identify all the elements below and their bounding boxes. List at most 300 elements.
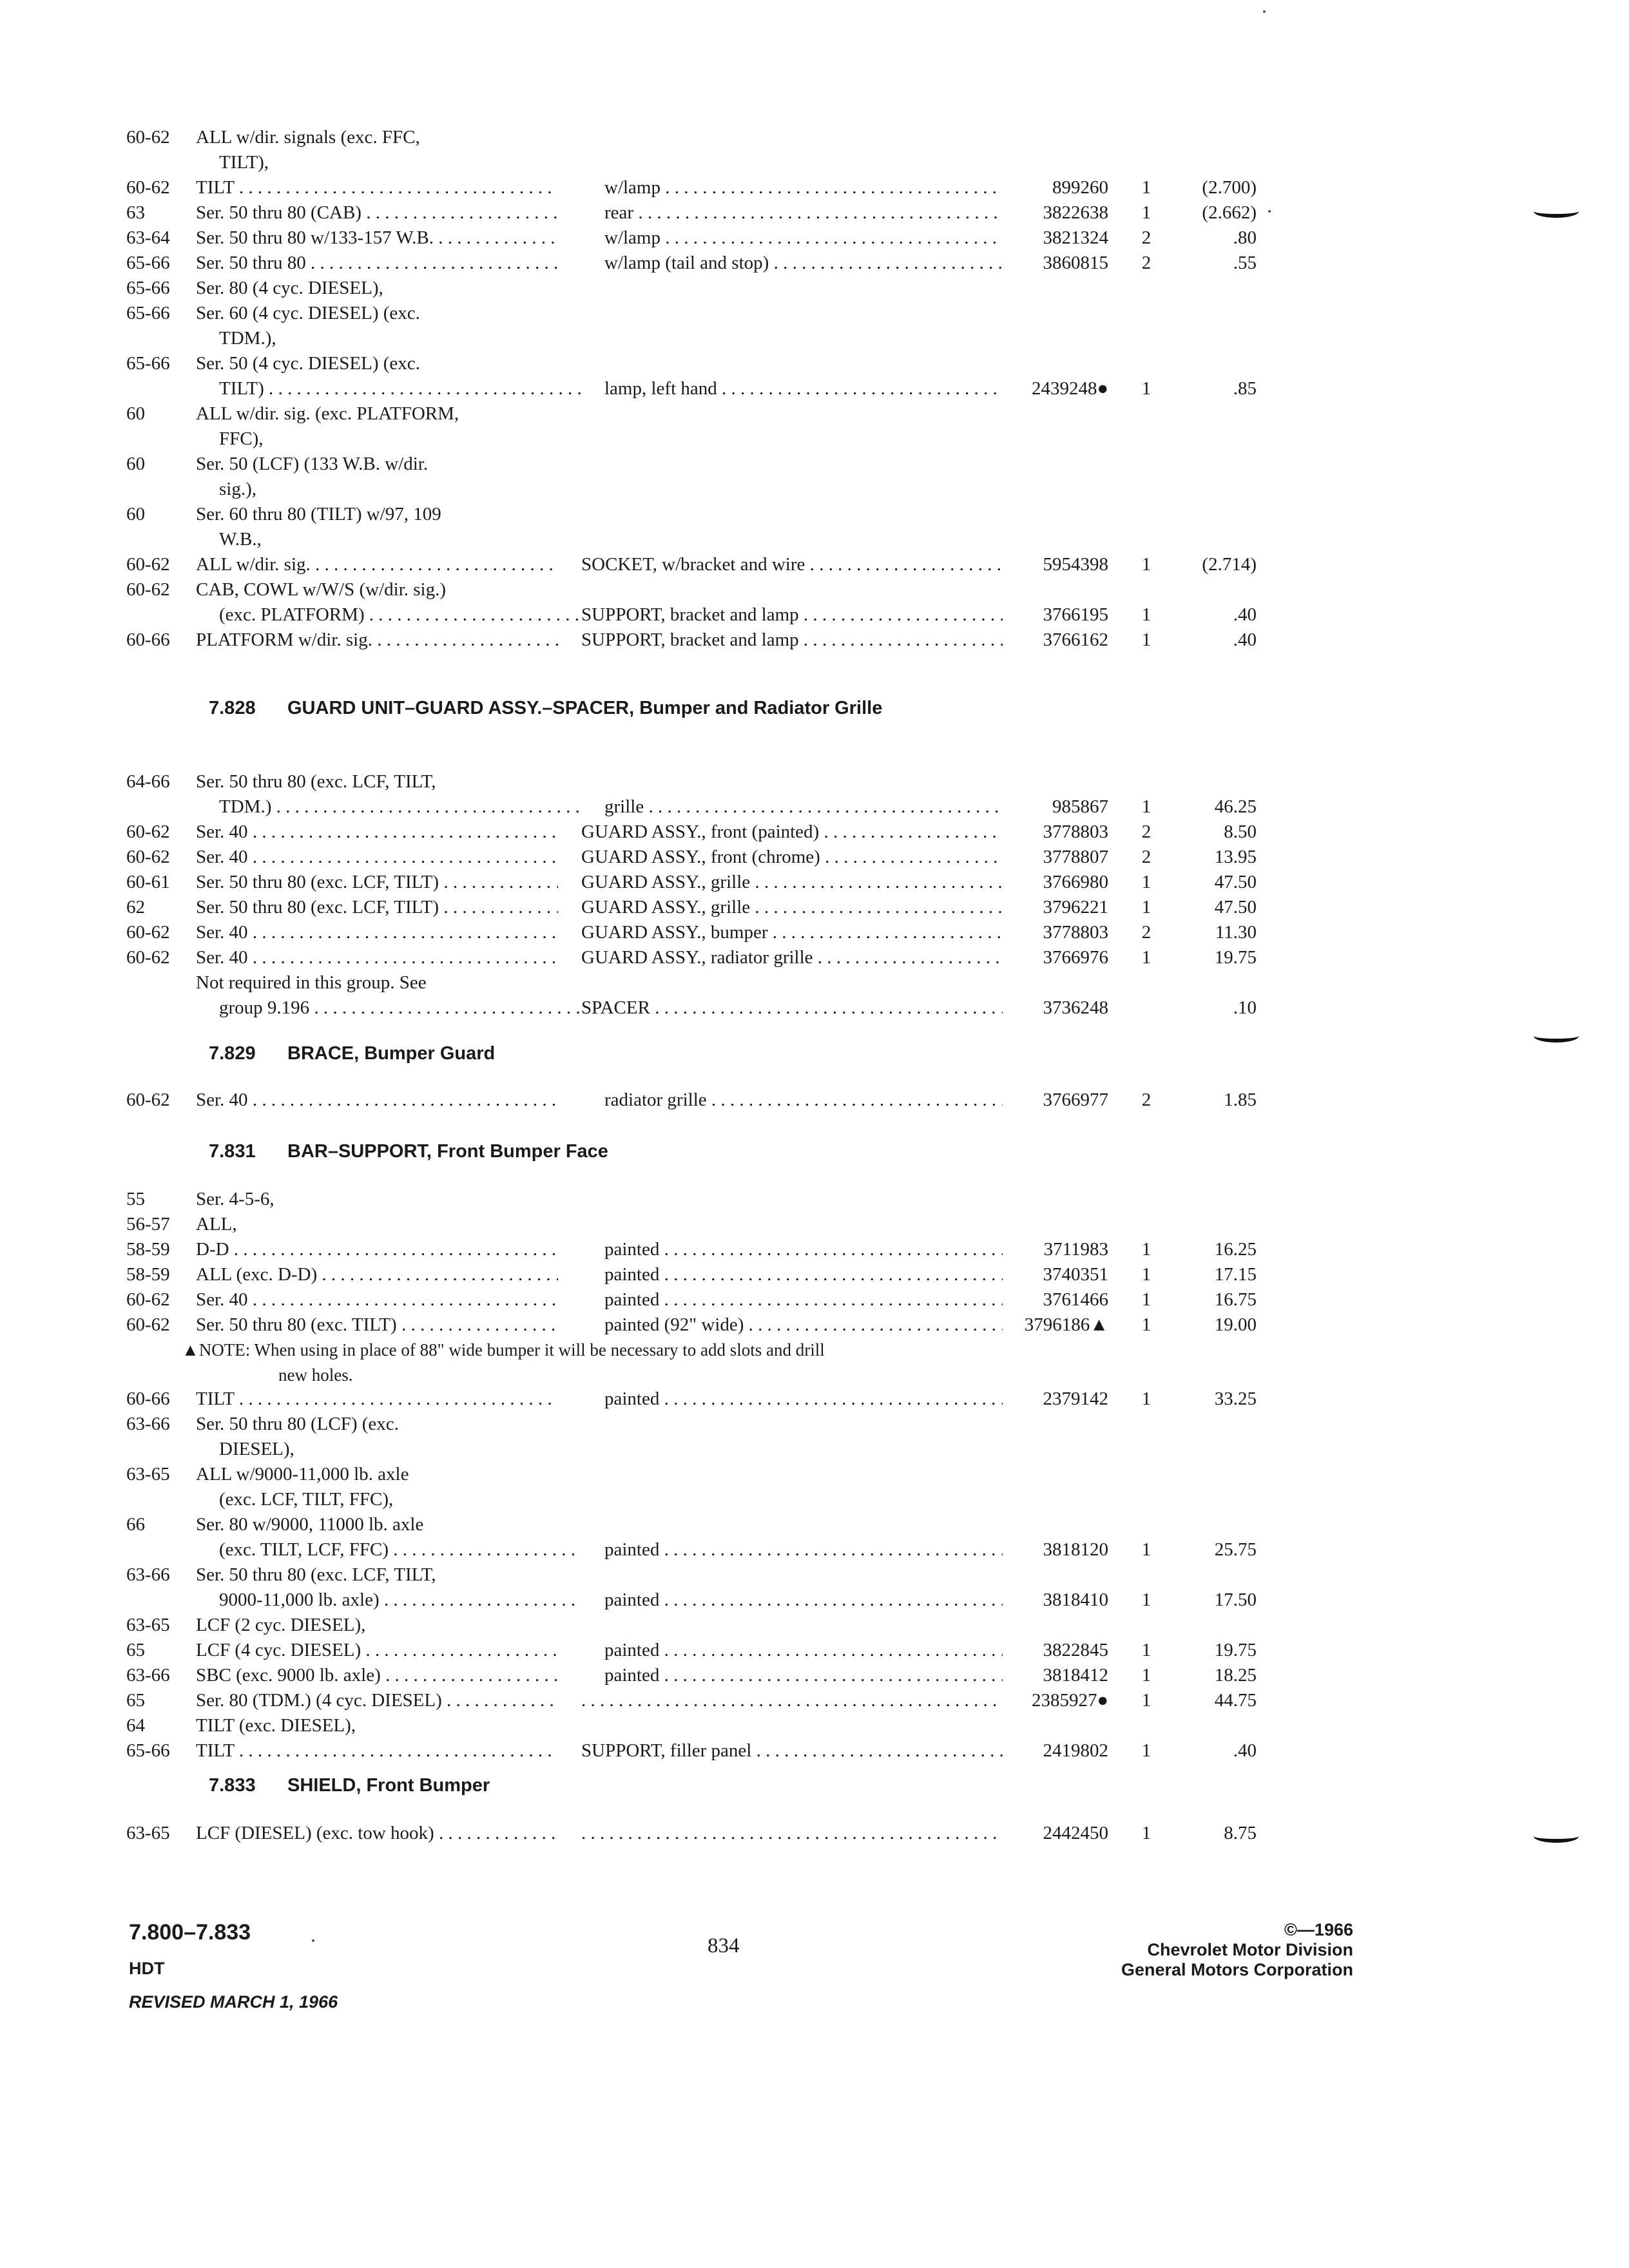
section-title: GUARD UNIT–GUARD ASSY.–SPACER, Bumper and Radiator Grille [287,698,883,718]
model-description: Ser. 40 . . . [196,1088,558,1113]
model-year: 63-64 [126,227,170,248]
table-row [0,226,1629,251]
model-description: TILT), [219,152,269,173]
model-year: 60-62 [126,947,170,968]
model-description: Ser. 50 thru 80 (exc. TILT) . . . [196,1312,558,1338]
part-number: 2379142 [1043,1389,1108,1409]
table-row [0,895,1629,920]
table-row [0,527,1629,552]
table-row [0,1187,1629,1212]
part-number: 3766977 [1043,1090,1108,1110]
price: (2.714) [1202,554,1257,575]
model-description: ALL, [196,1214,237,1235]
table-row [0,1638,1629,1663]
price: .80 [1233,227,1257,248]
model-year: 60-62 [126,579,170,600]
quantity: 1 [1141,796,1152,817]
price: .40 [1233,604,1257,625]
part-description: GUARD ASSY., radiator grille . . . [581,945,1003,970]
model-description: Ser. 50 thru 80 (exc. LCF, TILT, [196,1564,436,1585]
model-description: Ser. 80 w/9000, 11000 lb. axle [196,1514,424,1535]
model-year: 60-62 [126,1090,170,1110]
note-line: ▲NOTE: When using in place of 88" wide bumper it will be necessary to add slots and drill [182,1340,825,1360]
model-description: Ser. 50 (4 cyc. DIESEL) (exc. [196,353,420,374]
part-number: 2385927● [1031,1690,1108,1711]
model-description: ALL w/dir. sig. . . . [196,552,558,577]
quantity: 2 [1141,922,1152,943]
part-number: 3796221 [1043,897,1108,918]
model-description: CAB, COWL w/W/S (w/dir. sig.) [196,579,447,600]
part-description: SPACER . . . [581,995,1003,1021]
model-description: (exc. TILT, LCF, FFC) . . . [219,1537,581,1562]
model-year: 60-62 [126,822,170,842]
table-row [0,1487,1629,1512]
part-number: 985867 [1052,796,1108,817]
part-number: 3818410 [1043,1590,1108,1610]
parts-table-signals [0,125,1629,653]
table-row [0,1287,1629,1312]
table-row [0,477,1629,502]
table-row [0,251,1629,276]
part-description: painted . . . [604,1663,1003,1688]
binder-hole-mark [1534,1030,1579,1043]
division-name: Chevrolet Motor Division [1147,1940,1353,1959]
table-row [0,945,1629,970]
model-year: 66 [126,1514,145,1535]
model-description: Ser. 50 (LCF) (133 W.B. w/dir. [196,454,429,474]
page-number: 834 [708,1934,740,1957]
table-row [0,920,1629,945]
price: 47.50 [1214,897,1257,918]
quantity: 1 [1141,1239,1152,1260]
quantity: 1 [1141,1264,1152,1285]
model-year: 58-59 [126,1264,170,1285]
table-row [0,376,1629,401]
part-number: 3860815 [1043,253,1108,273]
quantity: 1 [1141,947,1152,968]
part-description [581,1688,1003,1713]
model-description: Ser. 40 . . . [196,920,558,945]
section-title: BAR–SUPPORT, Front Bumper Face [287,1141,608,1162]
price: 17.50 [1214,1590,1257,1610]
quantity: 2 [1141,822,1152,842]
model-year: 60-62 [126,127,170,148]
part-number: 2439248● [1031,378,1108,399]
copyright-block [1121,1920,1353,1980]
model-year: 63-66 [126,1564,170,1585]
model-year: 65-66 [126,353,170,374]
model-description: (exc. LCF, TILT, FFC), [219,1489,394,1510]
part-number: 3766162 [1043,629,1108,650]
model-description: Ser. 60 (4 cyc. DIESEL) (exc. [196,303,420,323]
model-year: 55 [126,1189,145,1209]
price: 17.15 [1214,1264,1257,1285]
model-year: 60 [126,403,145,424]
part-number: 3766976 [1043,947,1108,968]
model-year: 60-62 [126,1314,170,1335]
part-number: 2442450 [1043,1823,1108,1843]
model-year: 64 [126,1715,145,1736]
model-description: Ser. 50 thru 80 (exc. LCF, TILT) . . . [196,870,558,895]
model-year: 65 [126,1640,145,1660]
table-row [0,552,1629,577]
quantity: 1 [1141,897,1152,918]
model-year: 60-62 [126,1289,170,1310]
part-number: 3821324 [1043,227,1108,248]
table-row [0,995,1629,1021]
table-row [0,1237,1629,1262]
scan-speck [312,1939,314,1942]
section-number: 7.829 [209,1043,256,1064]
model-description: group 9.196 . . . [219,995,581,1021]
copyright: ©—1966 [1284,1920,1353,1939]
price: 33.25 [1214,1389,1257,1409]
corporation-name: General Motors Corporation [1121,1960,1353,1979]
price: 19.00 [1214,1314,1257,1335]
part-number: 2419802 [1043,1740,1108,1761]
part-description: GUARD ASSY., grille . . . [581,895,1003,920]
model-description: TILT (exc. DIESEL), [196,1715,356,1736]
quantity: 1 [1141,554,1152,575]
model-description: Not required in this group. See [196,972,427,993]
table-row [0,1562,1629,1588]
price: (2.700) [1202,177,1257,198]
price: 16.75 [1214,1289,1257,1310]
quantity: 2 [1141,1090,1152,1110]
table-row [0,1262,1629,1287]
part-description: painted . . . [604,1287,1003,1312]
table-row [0,175,1629,200]
model-description: D-D . . . [196,1237,558,1262]
model-description: Ser. 80 (TDM.) (4 cyc. DIESEL) . . . [196,1688,558,1713]
price: 16.25 [1214,1239,1257,1260]
section-7-831 [0,1138,1629,1165]
price: 1.85 [1224,1090,1257,1110]
parts-table-7-828 [0,769,1629,1021]
table-row [0,200,1629,226]
price: 25.75 [1214,1539,1257,1560]
model-year: 64-66 [126,771,170,792]
model-year: 63-66 [126,1414,170,1434]
model-year: 63-65 [126,1464,170,1485]
model-year: 60-62 [126,847,170,867]
model-description: Ser. 40 . . . [196,1287,558,1312]
part-number: 3761466 [1043,1289,1108,1310]
scan-speck [1268,210,1271,213]
table-row [0,1312,1629,1338]
binder-hole-mark [1534,205,1579,218]
quantity: 1 [1141,1590,1152,1610]
model-description: TDM.), [219,328,276,349]
model-description: Ser. 40 . . . [196,820,558,845]
model-description: 9000-11,000 lb. axle) . . . [219,1588,581,1613]
part-number: 3740351 [1043,1264,1108,1285]
table-row [0,150,1629,175]
table-row [0,1212,1629,1237]
table-row [0,602,1629,628]
part-description: painted . . . [604,1262,1003,1287]
quantity: 1 [1141,1740,1152,1761]
price: 13.95 [1214,847,1257,867]
quantity: 1 [1141,872,1152,892]
table-row [0,351,1629,376]
model-description: ALL w/9000-11,000 lb. axle [196,1464,409,1485]
part-description: painted . . . [604,1537,1003,1562]
table-row [0,1412,1629,1437]
table-row [0,1738,1629,1763]
model-description: TILT . . . [196,1387,558,1412]
price: .40 [1233,629,1257,650]
quantity: 1 [1141,1389,1152,1409]
model-year: 63-65 [126,1823,170,1843]
price: 8.50 [1224,822,1257,842]
parts-table-7-829 [0,1088,1629,1113]
model-description: Ser. 80 (4 cyc. DIESEL), [196,278,383,298]
part-number: 3822845 [1043,1640,1108,1660]
part-description: SOCKET, w/bracket and wire . . . [581,552,1003,577]
part-number: 3778803 [1043,822,1108,842]
model-description: LCF (4 cyc. DIESEL) . . . [196,1638,558,1663]
parts-table-7-831 [0,1187,1629,1338]
quantity: 1 [1141,177,1152,198]
part-description: painted . . . [604,1588,1003,1613]
model-year: 63-66 [126,1665,170,1686]
price: .85 [1233,378,1257,399]
table-row [0,1462,1629,1487]
model-description: Ser. 50 thru 80 . . . [196,251,558,276]
price: 8.75 [1224,1823,1257,1843]
model-description: ALL w/dir. sig. (exc. PLATFORM, [196,403,459,424]
model-year: 65-66 [126,303,170,323]
price: 19.75 [1214,1640,1257,1660]
table-row [0,1713,1629,1738]
section-7-828 [0,695,1629,722]
parts-table-7-831-cont [0,1387,1629,1763]
price: .40 [1233,1740,1257,1761]
part-number: 3778807 [1043,847,1108,867]
model-description: TILT) . . . [219,376,581,401]
table-row [0,427,1629,452]
part-description: painted . . . [604,1638,1003,1663]
model-year: 58-59 [126,1239,170,1260]
part-description: GUARD ASSY., bumper . . . [581,920,1003,945]
model-description: TILT . . . [196,175,558,200]
table-row [0,628,1629,653]
part-number: 899260 [1052,177,1108,198]
section-number: 7.833 [209,1775,256,1796]
table-row [0,1821,1629,1846]
part-description: painted . . . [604,1237,1003,1262]
part-description: w/lamp . . . [604,226,1003,251]
part-number: 3778803 [1043,922,1108,943]
part-description: lamp, left hand . . . [604,376,1003,401]
table-row [0,1512,1629,1537]
model-year: 60 [126,454,145,474]
part-number: 3822638 [1043,202,1108,223]
model-description: Ser. 50 thru 80 w/133-157 W.B. . . . [196,226,558,251]
table-row [0,1088,1629,1113]
model-description: Ser. 50 thru 80 (exc. LCF, TILT, [196,771,436,792]
model-year: 65 [126,1690,145,1711]
part-description: SUPPORT, bracket and lamp . . . [581,602,1003,628]
price: 19.75 [1214,947,1257,968]
vehicle-code: HDT [129,1959,165,1978]
part-description: grille . . . [604,794,1003,820]
table-row [0,326,1629,351]
price: 44.75 [1214,1690,1257,1711]
part-description: rear . . . [604,200,1003,226]
price: 47.50 [1214,872,1257,892]
part-description: GUARD ASSY., grille . . . [581,870,1003,895]
table-row [0,870,1629,895]
model-year: 56-57 [126,1214,170,1235]
part-number: 5954398 [1043,554,1108,575]
model-description: Ser. 50 thru 80 (CAB) . . . [196,200,558,226]
model-description: (exc. PLATFORM) . . . [219,602,581,628]
quantity: 1 [1141,1314,1152,1335]
part-number: 3711983 [1043,1239,1108,1260]
model-description: Ser. 40 . . . [196,945,558,970]
table-row [0,1537,1629,1562]
binder-hole-mark [1534,1830,1579,1843]
table-row [0,452,1629,477]
quantity: 1 [1141,1665,1152,1686]
section-heading [0,1040,1629,1067]
part-description: radiator grille . . . [604,1088,1003,1113]
section-range: 7.800–7.833 [129,1920,251,1945]
scan-speck [1263,10,1266,13]
table-row [0,769,1629,794]
model-year: 63 [126,202,145,223]
part-description: SUPPORT, bracket and lamp . . . [581,628,1003,653]
model-description: TDM.) . . . [219,794,581,820]
price: (2.662) [1202,202,1257,223]
quantity: 1 [1141,202,1152,223]
table-row [0,794,1629,820]
model-description: PLATFORM w/dir. sig. . . . [196,628,558,653]
model-year: 65-66 [126,253,170,273]
model-description: ALL (exc. D-D) . . . [196,1262,558,1287]
price: 46.25 [1214,796,1257,817]
model-year: 60-62 [126,554,170,575]
model-description: ALL w/dir. signals (exc. FFC, [196,127,420,148]
part-description: w/lamp (tail and stop) . . . [604,251,1003,276]
part-number: 3766195 [1043,604,1108,625]
section-heading [0,1772,1629,1799]
section-title: BRACE, Bumper Guard [287,1043,496,1064]
model-description: Ser. 40 . . . [196,845,558,870]
table-row [0,1387,1629,1412]
model-year: 60-61 [126,872,170,892]
part-description: SUPPORT, filler panel . . . [581,1738,1003,1763]
part-number: 3818412 [1043,1665,1108,1686]
model-year: 63-65 [126,1615,170,1635]
model-description: TILT . . . [196,1738,558,1763]
part-description: painted (92" wide) . . . [604,1312,1003,1338]
model-description: SBC (exc. 9000 lb. axle) . . . [196,1663,558,1688]
note-block [0,1338,1629,1388]
table-row [0,1613,1629,1638]
quantity: 1 [1141,1289,1152,1310]
section-7-829 [0,1040,1629,1067]
model-description: Ser. 4-5-6, [196,1189,275,1209]
part-description: w/lamp . . . [604,175,1003,200]
model-description: FFC), [219,428,264,449]
parts-table-7-833 [0,1821,1629,1846]
table-row [0,1588,1629,1613]
quantity: 2 [1141,253,1152,273]
part-number: 3766980 [1043,872,1108,892]
part-description: painted . . . [604,1387,1003,1412]
model-description: sig.), [219,479,256,499]
quantity: 1 [1141,629,1152,650]
section-number: 7.828 [209,698,256,718]
section-heading [0,1138,1629,1165]
table-row [0,845,1629,870]
section-heading [0,695,1629,722]
table-row [0,1663,1629,1688]
section-title: SHIELD, Front Bumper [287,1775,490,1796]
quantity: 2 [1141,847,1152,867]
table-row [0,1437,1629,1462]
revision-date: REVISED MARCH 1, 1966 [129,1992,338,2012]
model-year: 60-66 [126,629,170,650]
table-row [0,970,1629,995]
model-year: 60-62 [126,922,170,943]
table-row [0,1688,1629,1713]
part-description: GUARD ASSY., front (painted) . . . [581,820,1003,845]
quantity: 2 [1141,227,1152,248]
price: 18.25 [1214,1665,1257,1686]
model-year: 60 [126,504,145,524]
model-description: W.B., [219,529,262,550]
table-row [0,577,1629,602]
price: 11.30 [1215,922,1257,943]
table-row [0,276,1629,301]
model-description: Ser. 50 thru 80 (LCF) (exc. [196,1414,399,1434]
part-number: 3736248 [1043,997,1108,1018]
model-description: LCF (DIESEL) (exc. tow hook) . . . [196,1821,558,1846]
table-row [0,820,1629,845]
quantity: 1 [1141,1640,1152,1660]
part-number: 3796186▲ [1024,1314,1108,1335]
quantity: 1 [1141,604,1152,625]
note-line: new holes. [278,1365,353,1385]
table-row [0,502,1629,527]
model-description: DIESEL), [219,1439,294,1459]
price: .10 [1233,997,1257,1018]
part-description [581,1821,1003,1846]
model-year: 60-62 [126,177,170,198]
model-year: 65-66 [126,1740,170,1761]
model-description: Ser. 50 thru 80 (exc. LCF, TILT) . . . [196,895,558,920]
section-number: 7.831 [209,1141,256,1162]
model-year: 60-66 [126,1389,170,1409]
quantity: 1 [1141,1690,1152,1711]
table-row [0,401,1629,427]
part-number: 3818120 [1043,1539,1108,1560]
quantity: 1 [1141,378,1152,399]
part-description: GUARD ASSY., front (chrome) . . . [581,845,1003,870]
table-row [0,125,1629,150]
quantity: 1 [1141,1823,1152,1843]
model-year: 62 [126,897,145,918]
table-row [0,301,1629,326]
model-description: LCF (2 cyc. DIESEL), [196,1615,366,1635]
quantity: 1 [1141,1539,1152,1560]
section-7-833 [0,1772,1629,1799]
model-year: 65-66 [126,278,170,298]
